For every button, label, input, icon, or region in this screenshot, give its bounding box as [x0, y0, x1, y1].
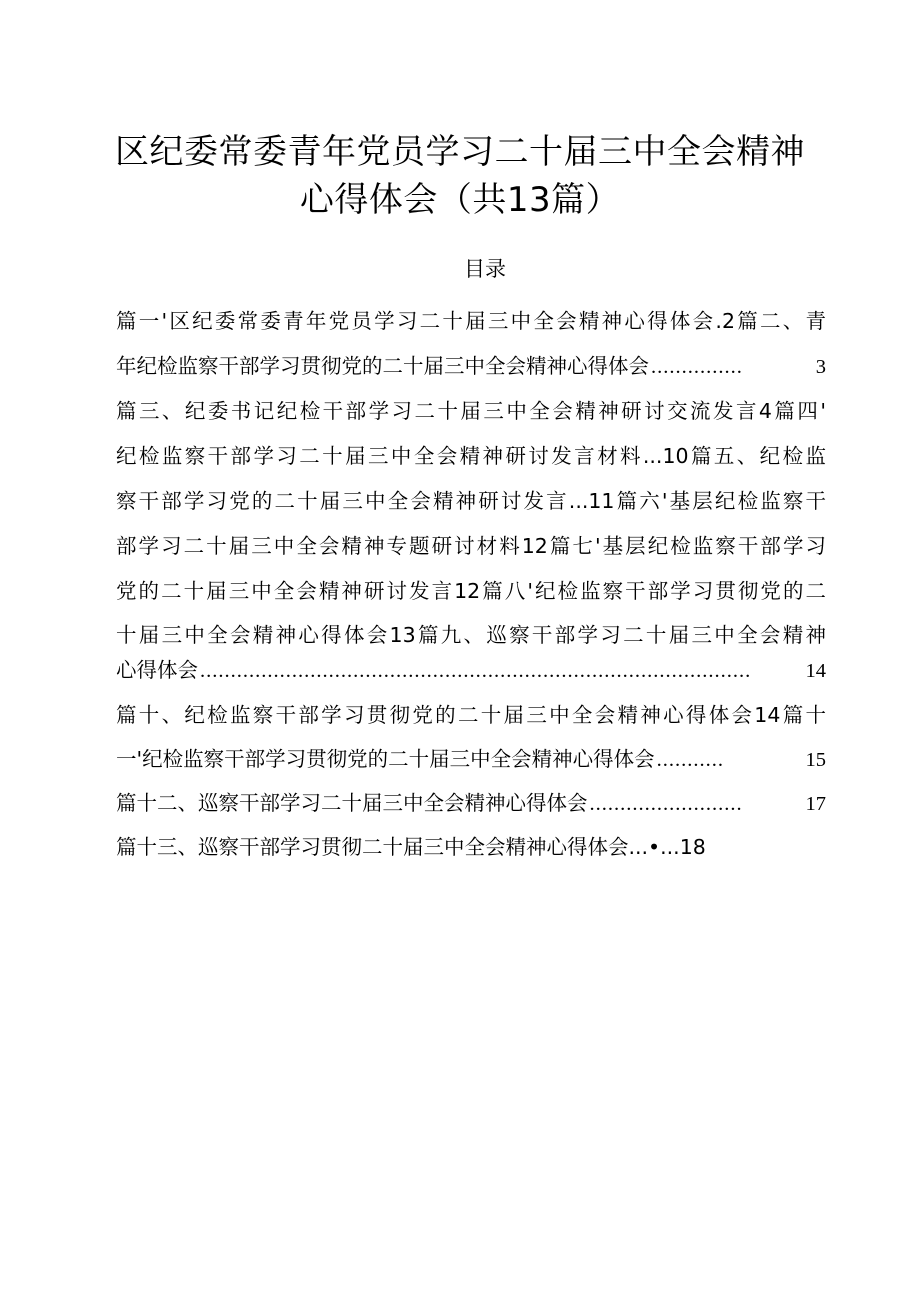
toc-line-4: 纪检监察干部学习二十届三中全会精神研讨发言材料...10篇五、纪检监	[116, 444, 826, 468]
toc-line-13: 篇十三、巡察干部学习贯彻二十届三中全会精神心得体会...•...18	[116, 835, 706, 859]
toc-line-8: 十届三中全会精神心得体会13篇九、巡察干部学习二十届三中全会精神	[116, 623, 826, 647]
toc-line-11-page-number: 15	[805, 749, 826, 771]
toc-heading: 目录	[464, 257, 506, 281]
toc-line-9-text: 心得体会	[116, 658, 198, 682]
toc-line-9-page-number: 14	[805, 660, 826, 682]
toc-line-7: 党的二十届三中全会精神研讨发言12篇八'纪检监察干部学习贯彻党的二	[116, 579, 826, 603]
toc-line-12-leader: .........................	[589, 793, 743, 815]
toc-line-2-text: 年纪检监察干部学习贯彻党的二十届三中全会精神心得体会	[116, 354, 649, 378]
toc-line-12	[116, 790, 826, 816]
toc-line-2-leader: ...............	[651, 356, 743, 378]
toc-line-9	[116, 657, 826, 683]
toc-line-11	[116, 746, 826, 772]
toc-line-3: 篇三、纪委书记纪检干部学习二十届三中全会精神研讨交流发言4篇四'	[116, 399, 826, 423]
toc-line-5: 察干部学习党的二十届三中全会精神研讨发言...11篇六'基层纪检监察干	[116, 489, 826, 513]
toc-line-10: 篇十、纪检监察干部学习贯彻党的二十届三中全会精神心得体会14篇十	[116, 703, 826, 727]
toc-line-12-page-number: 17	[805, 793, 826, 815]
toc-line-9-leader: ..........................................................................................	[200, 660, 752, 682]
toc-line-12-text: 篇十二、巡察干部学习二十届三中全会精神心得体会	[116, 791, 588, 815]
toc-line-2-page-number: 3	[815, 356, 826, 378]
toc-line-11-text: 一'纪检监察干部学习贯彻党的二十届三中全会精神心得体会	[116, 747, 655, 771]
document-title-line-1: 区纪委常委青年党员学习二十届三中全会精神	[115, 132, 805, 172]
toc-line-6: 部学习二十届三中全会精神专题研讨材料12篇七'基层纪检监察干部学习	[116, 534, 826, 558]
document-title-line-2: 心得体会（共13篇）	[299, 180, 621, 220]
toc-line-2	[116, 353, 826, 379]
toc-line-11-leader: ...........	[656, 749, 725, 771]
toc-line-1: 篇一'区纪委常委青年党员学习二十届三中全会精神心得体会.2篇二、青	[116, 309, 826, 333]
